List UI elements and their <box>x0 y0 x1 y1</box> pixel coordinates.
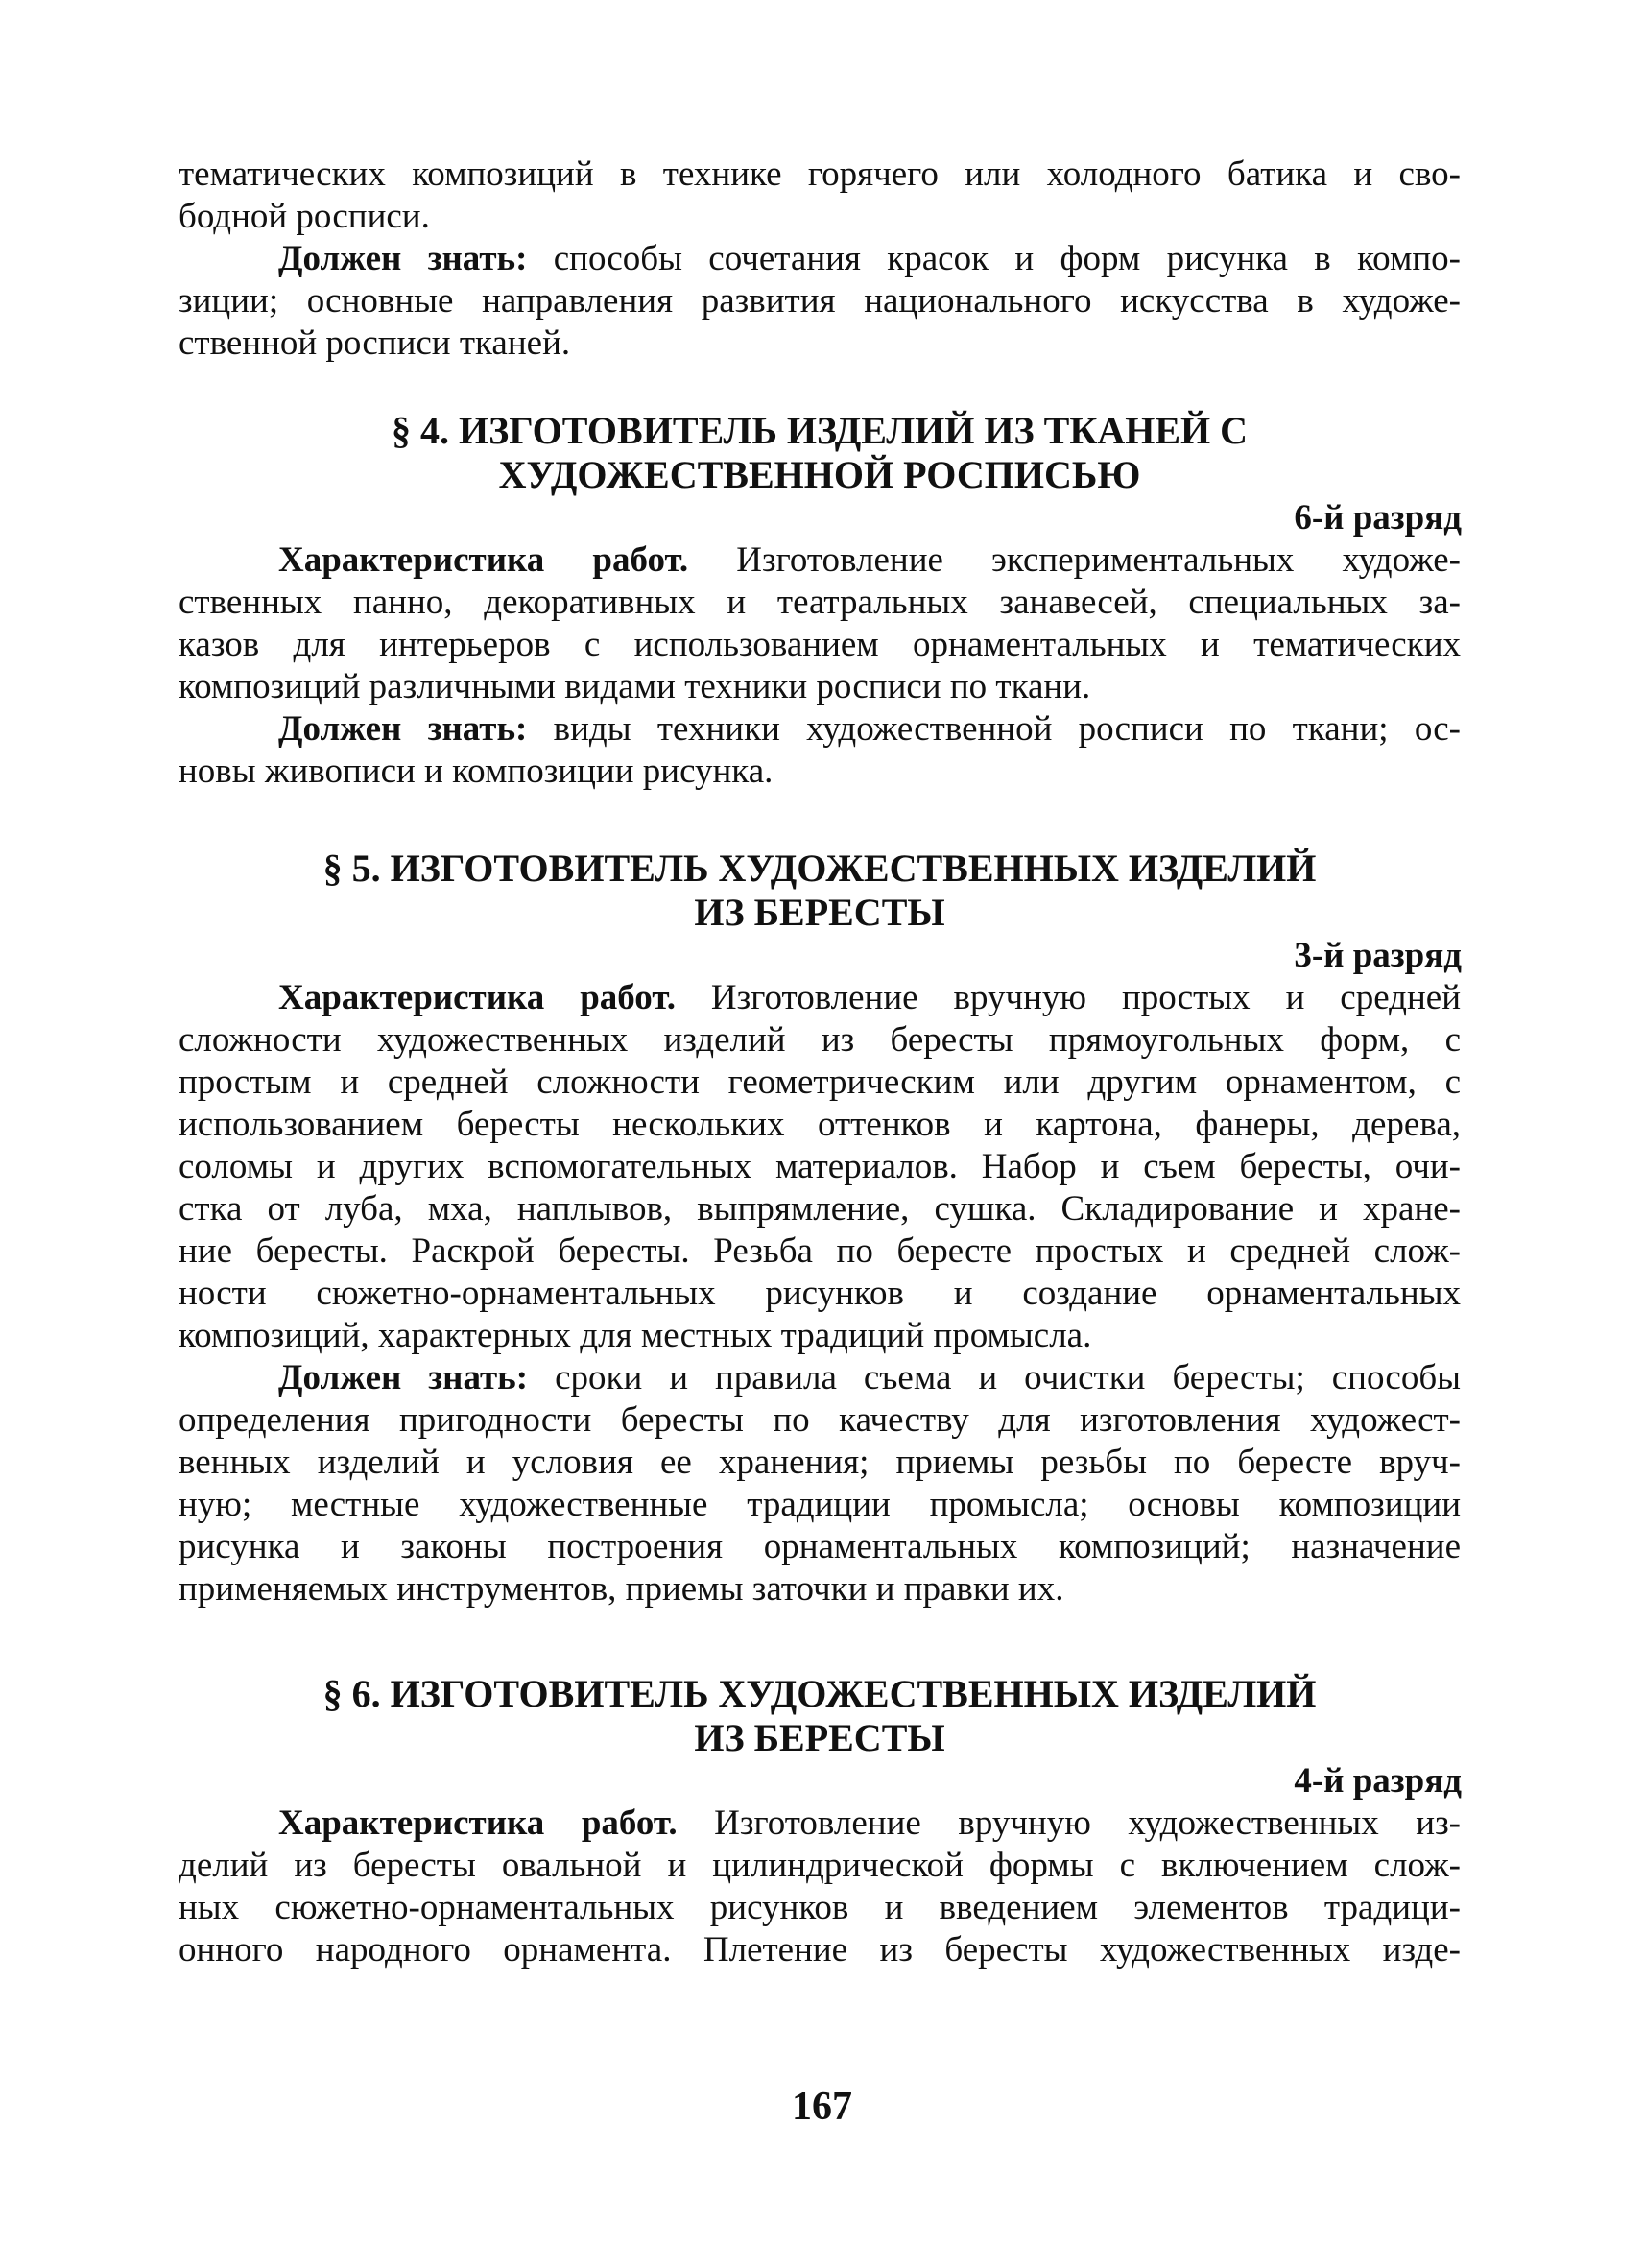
text-line: казов для интерьеров с использованием орнаментальных и тематических <box>179 625 1461 664</box>
section-heading: § 6. ИЗГОТОВИТЕЛЬ ХУДОЖЕСТВЕННЫХ ИЗДЕЛИЙ ИЗ БЕРЕСТЫ <box>322 1672 1317 1759</box>
characteristics-label: Характеристика работ. <box>278 540 689 580</box>
rank-label: 3-й разряд <box>1294 936 1462 975</box>
section-paragraph <box>179 1802 1461 1971</box>
must-know-label: Должен знать: <box>278 239 528 278</box>
text-line: композиций, характерных для местных традиций промысла. <box>179 1316 1092 1355</box>
text-line: Характеристика работ. Изготовление вручную художественных из- <box>278 1803 1462 1843</box>
characteristics-label: Характеристика работ. <box>278 1803 678 1843</box>
text-line: Характеристика работ. Изготовление экспериментальных художе- <box>278 540 1462 580</box>
text-line: ственных панно, декоративных и театральных занавесей, специальных за- <box>179 583 1461 622</box>
text-line: Должен знать: сроки и правила съема и очистки бересты; способы <box>278 1358 1462 1397</box>
text-line: стка от луба, мха, наплывов, выпрямление, сушка. Складирование и хране- <box>179 1189 1461 1229</box>
section-heading: § 4. ИЗГОТОВИТЕЛЬ ИЗДЕЛИЙ ИЗ ТКАНЕЙ С ХУДОЖЕСТВЕННОЙ РОСПИСЬЮ <box>391 409 1248 496</box>
section-paragraph <box>179 977 1461 1611</box>
text-line: композиций различными видами техники росписи по ткани. <box>179 667 1091 706</box>
text-line: использованием бересты нескольких оттенков и картона, фанеры, дерева, <box>179 1105 1461 1144</box>
text-line: Должен знать: виды техники художественной росписи по ткани; ос- <box>278 709 1462 749</box>
text-line: ную; местные художественные традиции промысла; основы композиции <box>179 1485 1461 1524</box>
text-line: зиции; основные направления развития национального искусства в художе- <box>179 281 1461 321</box>
text-line: определения пригодности бересты по качеству для изготовления художест- <box>179 1400 1461 1440</box>
text-line: рисунка и законы построения орнаментальных композиций; назначение <box>179 1527 1461 1566</box>
page-number: 167 <box>792 2085 852 2129</box>
text-line: новы живописи и композиции рисунка. <box>179 752 774 791</box>
text-line: ние бересты. Раскрой бересты. Резьба по бересте простых и средней слож- <box>179 1231 1461 1271</box>
text-line: венных изделий и условия ее хранения; приемы резьбы по бересте вруч- <box>179 1443 1461 1482</box>
text-line: ственной росписи тканей. <box>179 323 571 363</box>
text-line: применяемых инструментов, приемы заточки и правки их. <box>179 1569 1064 1609</box>
section-paragraph <box>179 539 1461 793</box>
text-line: делий из бересты овальной и цилиндрической формы с включением слож- <box>179 1846 1461 1885</box>
must-know-label: Должен знать: <box>278 709 528 749</box>
text-line: Должен знать: способы сочетания красок и форм рисунка в компо- <box>278 239 1461 278</box>
text-line: соломы и других вспомогательных материалов. Набор и съем бересты, очи- <box>179 1147 1461 1186</box>
text-line: бодной росписи. <box>179 197 430 236</box>
text-line: онного народного орнамента. Плетение из бересты художественных изде- <box>179 1930 1461 1970</box>
intro-paragraph <box>179 154 1461 365</box>
section-heading: § 5. ИЗГОТОВИТЕЛЬ ХУДОЖЕСТВЕННЫХ ИЗДЕЛИЙ ИЗ БЕРЕСТЫ <box>322 847 1317 934</box>
text-line: простым и средней сложности геометрическим или другим орнаментом, с <box>179 1062 1461 1102</box>
text-line: ности сюжетно-орнаментальных рисунков и создание орнаментальных <box>179 1274 1461 1313</box>
must-know-label: Должен знать: <box>278 1358 529 1397</box>
rank-label: 4-й разряд <box>1294 1761 1462 1801</box>
text-line: ных сюжетно-орнаментальных рисунков и введением элементов традици- <box>179 1888 1461 1927</box>
rank-label: 6-й разряд <box>1294 498 1462 537</box>
text-line: сложности художественных изделий из бересты прямоугольных форм, с <box>179 1020 1461 1060</box>
characteristics-label: Характеристика работ. <box>278 978 676 1017</box>
text-line: Характеристика работ. Изготовление вручную простых и средней <box>278 978 1462 1017</box>
text-line: тематических композиций в технике горячего или холодного батика и сво- <box>179 155 1461 194</box>
